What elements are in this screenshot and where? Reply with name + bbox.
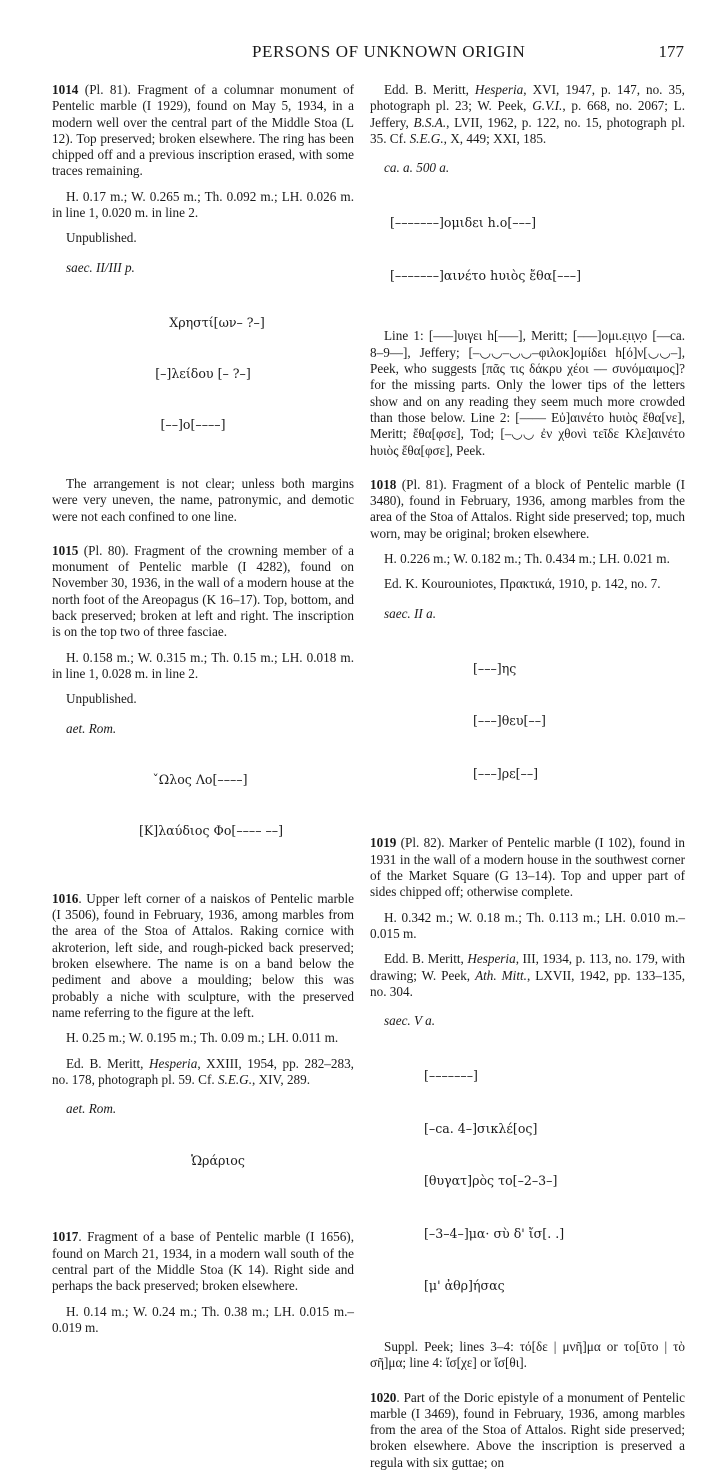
edition: Edd. B. Meritt, Hesperia, XVI, 1947, p. 147, no. 35, photograph pl. 23; W. Peek, G.V.I., p. 668, no. 2067; L. Jeffery, B.S.A., LVII, 1962, p. 122, no. 15, photograph pl. 35. Cf. S.E.G., X, 449; XXI, 185. (370, 82, 685, 146)
supplement-note: Suppl. Peek; lines 3–4: τό[δε | μνῆ]μα or το[ῦτο | τὸ σῆ]μα; line 4: ἴσ[χε] or ἴσ[θι]. (370, 1338, 685, 1371)
inscription-line: [–––––––]ομιδει h.ο[–––] (390, 215, 537, 231)
entry-1020 (370, 1390, 685, 1471)
inscription-line: [–––]θευ[––] (473, 713, 546, 729)
inscription-line: ˇΩλος Λο[––––] (152, 771, 248, 787)
page-number: 177 (658, 42, 684, 61)
dimensions: H. 0.14 m.; W. 0.24 m.; Th. 0.38 m.; LH. 0.015 m.–0.019 m. (52, 1303, 354, 1335)
inscription-line: Ὡράριος (191, 1153, 245, 1169)
dimensions: H. 0.158 m.; W. 0.315 m.; Th. 0.15 m.; LH. 0.018 m. in line 1, 0.028 m. in line 2. (52, 649, 354, 681)
entry-1018 (370, 477, 685, 818)
inscription-text (370, 1032, 685, 1330)
entry-1017 (52, 1229, 354, 1336)
commentary: Line 1: [–––]υιγει h[–––], Meritt; [–––]ομι.ε̣ιι̣ν̣ο [––ca. 8–9––], Jeffery; [–◡◡–◡◡–φιλοκ]ομίδει h[ό]ν[◡◡–], Peek, who suggests [πᾶς τις δάκρυ χέοι –– συνόμαιμος]? for the missing parts. Only the lower tips of the letters show and on any reading they seem much more crowded than those below. Line 2: [–––– Εὐ]αινέτο hυιὸς ἔθα[νε], Meritt; ἔθα[φσε], Tod; [–◡◡ ἐν χθονὶ τεῖδε Κλε]αινέτο hυιὸς ἔθα[φσε], Peek. (370, 328, 685, 458)
inscription-line: [–3–4–]μα· σὺ δ' ἴσ[. .] (424, 1225, 565, 1241)
entry-number: 1014 (52, 82, 79, 97)
entry-number: 1018 (370, 476, 397, 492)
dimensions: H. 0.342 m.; W. 0.18 m.; Th. 0.113 m.; LH. 0.010 m.–0.015 m. (370, 909, 685, 941)
entry-description: 1020. Part of the Doric epistyle of a monument of Pentelic marble (I 3469), found in February, 1936, among marbles from the area of the Stoa of Attalos. Right side preserved; broken elsewhere. Above the inscription is preserved a regula with six guttae; on (370, 1389, 685, 1470)
running-title: PERSONS OF UNKNOWN ORIGIN (252, 42, 526, 61)
entry-number: 1016 (52, 890, 79, 906)
inscription-text (370, 179, 685, 319)
entry-1017-continued (370, 82, 685, 459)
entry-description: 1017. Fragment of a base of Pentelic marble (I 1656), found on March 21, 1934, in a modern wall south of the central part of the Middle Stoa (K 14). Right side and perhaps the back preserved; broken elsewhere. (52, 1229, 354, 1294)
entry-description: 1014 (Pl. 81). Fragment of a columnar monument of Pentelic marble (I 1929), found on May 5, 1934, in a modern well over the central part of the Middle Stoa (L 12). Top preserved; broken elsewhere. The ring has been chipped off and a previous inscription erased, with some traces remaining. (52, 82, 354, 179)
entry-1016 (52, 891, 354, 1204)
entry-number: 1017 (52, 1229, 79, 1245)
left-column (52, 82, 354, 1336)
inscription-line: [––]ο[––––] (160, 416, 226, 432)
inscription-line: [–]λείδου [– ?–] (155, 365, 251, 381)
date: aet. Rom. (66, 1101, 117, 1117)
inscription-line: [–ca. 4–]σικλέ[ος] (424, 1120, 538, 1136)
entry-number: 1019 (370, 835, 397, 851)
entry-number: 1020 (370, 1389, 397, 1405)
entry-description: 1018 (Pl. 81). Fragment of a block of Pentelic marble (I 3480), found in February, 1936, among marbles from the area of the Stoa of Attalos. Right side preserved; top, much worn, may be original; broken elsewhere. (370, 476, 685, 541)
entry-1014 (52, 82, 354, 525)
inscription-line: [–––]ης (473, 660, 517, 676)
running-header (52, 44, 684, 70)
inscription-text (52, 280, 354, 467)
publication-note: Unpublished. (66, 691, 137, 707)
inscription-text (52, 737, 354, 873)
edition: Ed. B. Meritt, Hesperia, XXIII, 1954, pp. 282–283, no. 178, photograph pl. 59. Cf. S.E.G., XIV, 289. (52, 1055, 354, 1087)
entry-description: 1019 (Pl. 82). Marker of Pentelic marble (I 102), found in 1931 in the wall of a modern house in the southwest corner of the Market Square (G 13–14). Top and upper part of sides chipped off; otherwise complete. (370, 835, 685, 900)
inscription-line: Χρηστί[ων– ?–] (169, 314, 265, 330)
edition: Ed. K. Kourouniotes, Πρακτικά, 1910, p. 142, no. 7. (384, 576, 661, 592)
date: aet. Rom. (66, 720, 117, 736)
date: saec. II a. (384, 605, 436, 621)
inscription-text (52, 1118, 354, 1203)
inscription-line: [Κ]λαύδιος Φο[–––– ––] (138, 822, 284, 838)
right-column (370, 82, 685, 1471)
entry-description: 1015 (Pl. 80). Fragment of the crowning member of a monument of Pentelic marble (I 4282), found on November 30, 1936, in the wall of a modern house at the north foot of the Areopagus (K 16–17). Top, bottom, and back preserved; broken at left and right. The inscription is on the top two of three fasciae. (52, 542, 354, 640)
inscription-line: [θυγατ]ρὸς το[–2–3–] (424, 1173, 558, 1189)
dimensions: H. 0.17 m.; W. 0.265 m.; Th. 0.092 m.; LH. 0.026 m. in line 1, 0.020 m. in line 2. (52, 188, 354, 221)
dimensions: H. 0.25 m.; W. 0.195 m.; Th. 0.09 m.; LH. 0.011 m. (66, 1030, 339, 1046)
entry-1015 (52, 543, 354, 873)
entry-number: 1015 (52, 542, 79, 558)
dimensions: H. 0.226 m.; W. 0.182 m.; Th. 0.434 m.; LH. 0.021 m. (384, 551, 670, 567)
edition: Edd. B. Meritt, Hesperia, III, 1934, p. 113, no. 179, with drawing; W. Peek, Ath. Mitt., LXVII, 1942, pp. 133–135, no. 304. (370, 951, 685, 999)
inscription-line: [μ' ἀθρ]ήσας (424, 1278, 505, 1294)
date: ca. a. 500 a. (384, 160, 450, 176)
date: saec. V a. (384, 1013, 436, 1029)
publication-note: Unpublished. (66, 230, 137, 246)
inscription-line: [–––––––] (424, 1068, 478, 1084)
inscription-line: [–––]ρε[––] (473, 765, 539, 781)
entry-1019 (370, 835, 685, 1371)
date: saec. II/III p. (66, 259, 135, 275)
commentary: The arrangement is not clear; unless both margins were very uneven, the name, patronymic, and demotic were not each confined to one line. (52, 475, 354, 524)
inscription-line: [–––––––]αινέτο hυιὸς ἔθα[–––] (390, 267, 581, 283)
inscription-text (370, 625, 685, 818)
entry-description: 1016. Upper left corner of a naiskos of Pentelic marble (I 3506), found in February, 1936, among marbles from the area of the Stoa of Attalos. Raking cornice with akroterion, left side, and rough-picked back preserved; broken elsewhere. The name is on a band below the pediment and above a moulding; below this was probably a niche with sculpture, with the preserved name referring to the figure at the left. (52, 890, 354, 1020)
